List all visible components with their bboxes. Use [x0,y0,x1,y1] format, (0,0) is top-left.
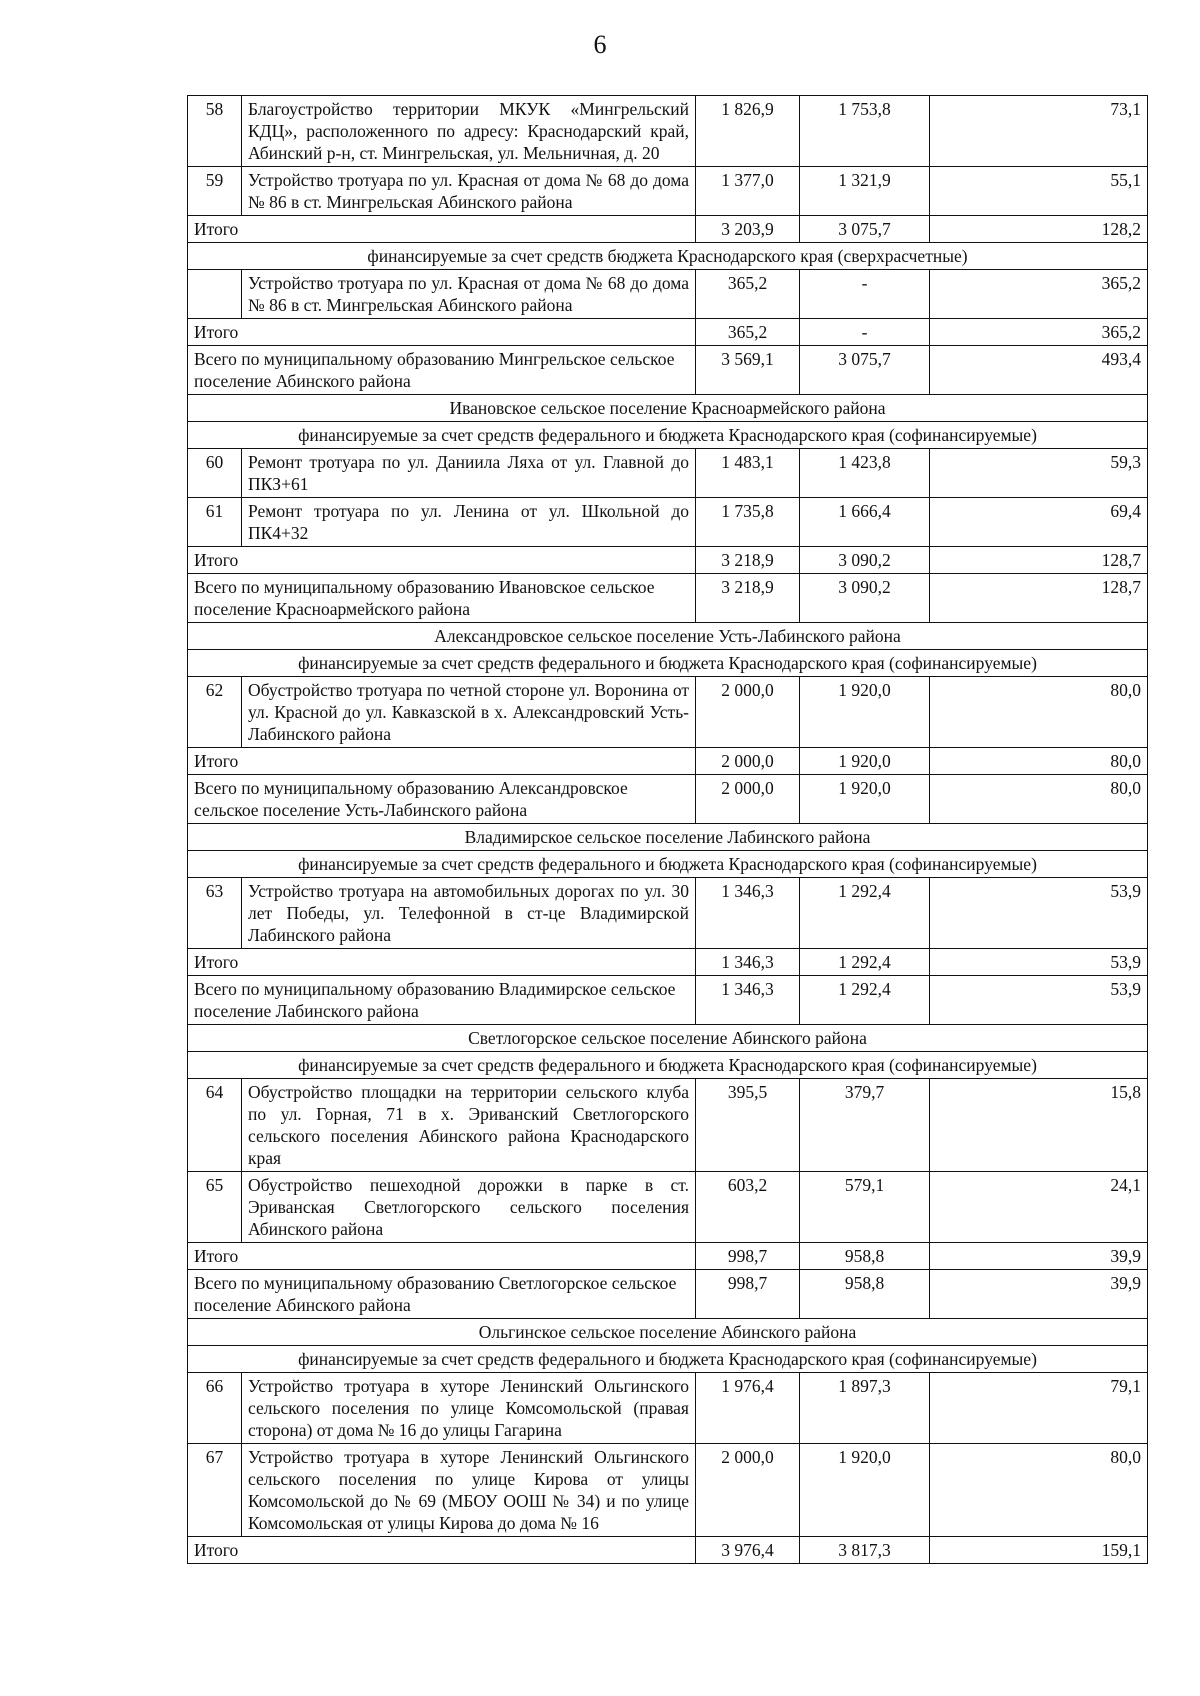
total-value-total: 2 000,0 [696,748,800,775]
total-value-total: 2 000,0 [696,775,800,824]
section-header-row [188,1025,1148,1052]
page-number: 6 [593,30,607,59]
row-value-total: 2 000,0 [696,1444,800,1537]
row-value-total: 1 826,9 [696,96,800,167]
table-row [188,449,1148,498]
total-value-local: 128,7 [930,547,1148,574]
total-value-local: 80,0 [930,775,1148,824]
row-value-regional: 1 666,4 [800,498,930,547]
row-value-regional: - [800,270,930,319]
total-value-regional: 1 920,0 [800,775,930,824]
total-label: Итого [188,748,696,775]
total-row [188,547,1148,574]
budget-table [187,95,1148,1564]
total-value-regional: 3 817,3 [800,1537,930,1564]
total-label: Всего по муниципальному образованию Владимирское сельское поселение Лабинского района [188,976,696,1025]
total-label: Всего по муниципальному образованию Светлогорское сельское поселение Абинского района [188,1270,696,1319]
section-header: Ольгинское сельское поселение Абинского района [188,1319,1148,1346]
total-value-total: 3 569,1 [696,346,800,395]
total-value-local: 53,9 [930,949,1148,976]
row-description: Благоустройство территории МКУК «Мингрельский КДЦ», расположенного по адресу: Краснодарский край, Абинский р-н, ст. Мингрельская, ул. Мельничная, д. 20 [242,96,696,167]
table-row [188,1373,1148,1444]
row-description: Ремонт тротуара по ул. Даниила Ляха от ул. Главной до ПКЗ+61 [242,449,696,498]
total-label: Всего по муниципальному образованию Ивановское сельское поселение Красноармейского района [188,574,696,623]
row-number: 66 [188,1373,242,1444]
section-header-row [188,243,1148,270]
row-value-local: 24,1 [930,1172,1148,1243]
total-value-total: 3 976,4 [696,1537,800,1564]
table-row [188,1172,1148,1243]
total-value-regional: 3 075,7 [800,346,930,395]
row-value-regional: 1 321,9 [800,167,930,216]
total-label: Итого [188,949,696,976]
total-row [188,319,1148,346]
table-row [188,167,1148,216]
row-value-regional: 1 423,8 [800,449,930,498]
total-value-local: 39,9 [930,1270,1148,1319]
total-row [188,346,1148,395]
row-number: 60 [188,449,242,498]
row-value-total: 1 346,3 [696,878,800,949]
total-value-local: 159,1 [930,1537,1148,1564]
total-value-total: 1 346,3 [696,949,800,976]
row-description: Обустройство пешеходной дорожки в парке в ст. Эриванская Светлогорского сельского поселения Абинского района [242,1172,696,1243]
section-header-row [188,1346,1148,1373]
row-description: Ремонт тротуара по ул. Ленина от ул. Школьной до ПК4+32 [242,498,696,547]
total-value-regional: 1 292,4 [800,949,930,976]
total-value-total: 3 218,9 [696,574,800,623]
total-value-local: 80,0 [930,748,1148,775]
row-value-total: 603,2 [696,1172,800,1243]
row-value-total: 395,5 [696,1079,800,1172]
total-value-total: 1 346,3 [696,976,800,1025]
total-row [188,216,1148,243]
row-description: Устройство тротуара в хуторе Ленинский Ольгинского сельского поселения по улице Комсомольской (правая сторона) от дома № 16 до улицы Гагарина [242,1373,696,1444]
row-number: 67 [188,1444,242,1537]
row-value-local: 365,2 [930,270,1148,319]
table-row [188,677,1148,748]
section-header: финансируемые за счет средств бюджета Краснодарского края (сверхрасчетные) [188,243,1148,270]
total-row [188,1537,1148,1564]
section-header: Александровское сельское поселение Усть-Лабинского района [188,623,1148,650]
total-value-total: 998,7 [696,1243,800,1270]
table-row [188,96,1148,167]
total-value-regional: 958,8 [800,1270,930,1319]
total-label: Итого [188,1537,696,1564]
total-value-regional: 3 090,2 [800,547,930,574]
section-header-row [188,623,1148,650]
total-label: Итого [188,547,696,574]
row-value-regional: 1 920,0 [800,677,930,748]
section-header-row [188,851,1148,878]
row-description: Обустройство тротуара по четной стороне ул. Воронина от ул. Красной до ул. Кавказской в х. Александровский Усть-Лабинского района [242,677,696,748]
row-value-local: 15,8 [930,1079,1148,1172]
row-value-local: 80,0 [930,1444,1148,1537]
section-header: финансируемые за счет средств федерального и бюджета Краснодарского края (софинансируемые) [188,422,1148,449]
row-number: 62 [188,677,242,748]
total-value-regional: 3 090,2 [800,574,930,623]
total-row [188,976,1148,1025]
total-label: Итого [188,1243,696,1270]
total-row [188,775,1148,824]
total-value-regional: 1 920,0 [800,748,930,775]
row-value-local: 53,9 [930,878,1148,949]
section-header: Светлогорское сельское поселение Абинского района [188,1025,1148,1052]
section-header-row [188,422,1148,449]
row-value-total: 1 735,8 [696,498,800,547]
total-value-local: 365,2 [930,319,1148,346]
section-header: финансируемые за счет средств федерального и бюджета Краснодарского края (софинансируемые) [188,650,1148,677]
row-value-regional: 1 753,8 [800,96,930,167]
total-value-regional: 958,8 [800,1243,930,1270]
total-row [188,748,1148,775]
total-row [188,1243,1148,1270]
total-label: Всего по муниципальному образованию Александровское сельское поселение Усть-Лабинского района [188,775,696,824]
section-header-row [188,395,1148,422]
row-value-local: 79,1 [930,1373,1148,1444]
table-row [188,878,1148,949]
total-value-total: 365,2 [696,319,800,346]
section-header-row [188,650,1148,677]
row-value-local: 59,3 [930,449,1148,498]
total-row [188,574,1148,623]
row-value-total: 1 483,1 [696,449,800,498]
row-value-total: 1 976,4 [696,1373,800,1444]
table-row [188,498,1148,547]
total-value-local: 128,7 [930,574,1148,623]
total-value-regional: - [800,319,930,346]
row-number: 63 [188,878,242,949]
row-value-regional: 1 920,0 [800,1444,930,1537]
row-value-total: 2 000,0 [696,677,800,748]
section-header-row [188,1052,1148,1079]
row-value-regional: 1 292,4 [800,878,930,949]
row-value-local: 80,0 [930,677,1148,748]
section-header: Ивановское сельское поселение Красноармейского района [188,395,1148,422]
total-value-total: 3 203,9 [696,216,800,243]
row-value-regional: 579,1 [800,1172,930,1243]
row-value-local: 73,1 [930,96,1148,167]
row-value-local: 69,4 [930,498,1148,547]
section-header: финансируемые за счет средств федерального и бюджета Краснодарского края (софинансируемые) [188,851,1148,878]
row-description: Устройство тротуара по ул. Красная от дома № 68 до дома № 86 в ст. Мингрельская Абинского района [242,167,696,216]
total-value-local: 53,9 [930,976,1148,1025]
section-header-row [188,824,1148,851]
total-row [188,1270,1148,1319]
total-value-regional: 1 292,4 [800,976,930,1025]
table-body [188,96,1148,1564]
row-value-regional: 379,7 [800,1079,930,1172]
row-description: Устройство тротуара на автомобильных дорогах по ул. 30 лет Победы, ул. Телефонной в ст-це Владимирской Лабинского района [242,878,696,949]
row-number: 64 [188,1079,242,1172]
total-value-total: 998,7 [696,1270,800,1319]
row-value-regional: 1 897,3 [800,1373,930,1444]
row-description: Устройство тротуара по ул. Красная от дома № 68 до дома № 86 в ст. Мингрельская Абинского района [242,270,696,319]
row-value-total: 1 377,0 [696,167,800,216]
row-number: 65 [188,1172,242,1243]
total-value-local: 493,4 [930,346,1148,395]
row-number: 59 [188,167,242,216]
row-value-local: 55,1 [930,167,1148,216]
row-value-total: 365,2 [696,270,800,319]
total-value-local: 39,9 [930,1243,1148,1270]
total-value-regional: 3 075,7 [800,216,930,243]
table-row [188,270,1148,319]
row-number [188,270,242,319]
section-header: финансируемые за счет средств федерального и бюджета Краснодарского края (софинансируемые) [188,1052,1148,1079]
total-label: Итого [188,216,696,243]
total-value-total: 3 218,9 [696,547,800,574]
section-header: финансируемые за счет средств федерального и бюджета Краснодарского края (софинансируемые) [188,1346,1148,1373]
total-label: Всего по муниципальному образованию Мингрельское сельское поселение Абинского района [188,346,696,395]
row-description: Обустройство площадки на территории сельского клуба по ул. Горная, 71 в х. Эриванский Светлогорского сельского поселения Абинского района Краснодарского края [242,1079,696,1172]
table-row [188,1444,1148,1537]
total-value-local: 128,2 [930,216,1148,243]
row-number: 58 [188,96,242,167]
table-row [188,1079,1148,1172]
section-header-row [188,1319,1148,1346]
row-description: Устройство тротуара в хуторе Ленинский Ольгинского сельского поселения по улице Кирова от улицы Комсомольской до № 69 (МБОУ ООШ № 34) и по улице Комсомольская от улицы Кирова до дома № 16 [242,1444,696,1537]
total-label: Итого [188,319,696,346]
total-row [188,949,1148,976]
section-header: Владимирское сельское поселение Лабинского района [188,824,1148,851]
row-number: 61 [188,498,242,547]
